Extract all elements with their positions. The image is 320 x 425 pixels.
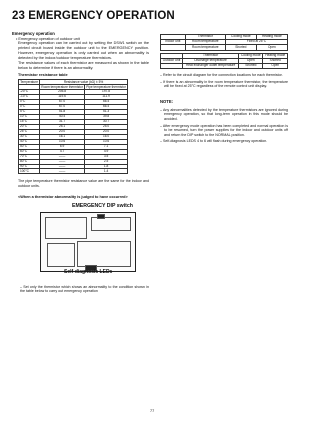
table-cell: 20.0 [85,129,128,134]
thermistor-resistance-table [18,79,128,174]
notes-list [160,108,288,144]
table-cell: Shorted [263,58,288,63]
emergency-dip-switch-label: EMERGENCY DIP switch [72,202,133,209]
table-cell: —— [40,154,85,159]
table-cell: 25.1 [40,124,85,129]
table-cell: 80°C [19,159,40,164]
table-cell: 39.8 [85,114,128,119]
table-cell: 60°C [19,149,40,154]
table-header-cell: Heating mode [263,53,288,58]
table-cell: 30°C [19,134,40,139]
table-cell: 2.5 [85,159,128,164]
table-cell: 0°C [19,104,40,109]
table-cell: 205.8 [40,89,85,94]
table-cell: Fixed at 25°C [225,40,287,45]
table-cell: Room temperature [185,45,225,50]
table-cell: Discharge temperature [183,58,239,63]
table-cell: 0°C [19,99,40,104]
table-cell: 70°C [19,154,40,159]
table-cell: 25.0 [85,124,128,129]
table-cell [161,45,186,50]
table-cell: 1.4 [85,169,128,174]
table-cell: 10.6 [85,139,128,144]
table-header-cell: Thermistor [183,53,239,58]
note-item: – Self-diagnosis LEDS 4 to 6 will flash during emergency operation. [160,139,268,144]
table-cell: 67.0 [40,104,85,109]
table-cell: Open [239,58,263,63]
table-cell: 40°C [19,139,40,144]
table-cell: 7.1 [85,144,128,149]
table-cell: —— [40,169,85,174]
table-header-cell: Thermistor [185,35,225,40]
table-heading: Thermistor resistance table [18,73,68,78]
table-cell: 10.6 [40,139,85,144]
table-cell: 4.9 [85,149,128,154]
table-cell: 100°C [19,169,40,174]
table-cell: 51.8 [40,109,85,114]
table-header-cell: Resistance value (kΩ) ± 5% [40,80,128,85]
page-title: 23 EMERGENCY OPERATION [12,10,175,22]
table-cell: 25°C [19,129,40,134]
table-cell: —— [40,159,85,164]
table-row [19,169,128,174]
table-cell: Outdoor unit [161,58,183,63]
table-cell: 119.6 [40,94,85,99]
note-item: – Any abnormalities detected by the temperature thermistors are ignored during emergency operation, so that long-term operation in this mode should be avoided. [160,107,288,121]
table-cell: 197.8 [85,89,128,94]
left-column [12,31,149,294]
table-cell: 10°C [19,114,40,119]
table-cell: 30.7 [85,119,128,124]
table-cell: 3.5 [85,154,128,159]
page-number: 77 [150,409,155,413]
indoor-mode-table [160,34,288,51]
table-cell: Heat exchanger outlet temperature [183,63,239,68]
paragraph-3: The pipe temperature thermistor resistance value are the same for the indoor and outdoor units. [18,179,149,189]
table-cell: 50°C [19,144,40,149]
table-cell: —— [40,164,85,169]
table-cell: Open [263,63,288,68]
sub-heading: <When a thermistor abnormality is judged to have occurred> [18,194,128,199]
table-cell: Open [256,45,287,50]
list-item: – Refer to the circuit diagram for the connection locations for each thermistor. [160,73,283,78]
paragraph-2: The resistance values of each thermistor are measured as shown in the table below to determine if there is an abnormality. [18,60,149,70]
pcb-diagram [18,203,148,281]
table-cell: 51.3 [85,109,128,114]
table-header-cell: Temperature [20,79,38,84]
table-cell: 5°C [19,109,40,114]
table-header-cell: Cooling mode [225,35,256,40]
list-item: – If there is an abnormality in the room temperature thermistor, the temperature will be fixed at 25°C regardless of the remote control unit display. [160,79,288,89]
bullet-line: • Emergency operation of outdoor unit [16,37,80,41]
table-cell: 90°C [19,164,40,169]
table-cell: 6.9 [40,144,85,149]
self-diagnosis-leds-label: Self-diagnosis LEDs [64,268,113,275]
table-cell: 4.7 [40,149,85,154]
paragraph-4: – Set only the thermistor which shows an abnormality to the condition shown in the table below to carry out emergency operation [20,284,149,294]
table-cell: Shorted [225,45,256,50]
note-item: – After emergency mode operation has been completed and normal operation is to be resumed, turn the power supplies for the indoor and outdoor units off and return the DIP switch to the NORMAL position. [160,123,288,137]
note-heading: NOTE: [160,98,174,104]
outdoor-mode-table [160,53,288,70]
table-cell: -10°C [19,94,40,99]
table-cell: 15°C [19,119,40,124]
table-cell: 1.8 [85,164,128,169]
table-cell: 16.1 [40,134,85,139]
table-cell: -20°C [19,89,40,94]
dip-switch-icon [97,214,105,219]
table-header-cell: Heating mode [256,35,287,40]
right-list [160,73,288,89]
table-cell: 66.4 [85,99,128,104]
table-cell: 67.0 [40,99,85,104]
table-cell: 111.9 [85,94,128,99]
table-cell: 31.7 [40,119,85,124]
table-header-cell: Cooling mode [239,53,263,58]
table-cell: 40.4 [40,114,85,119]
table-cell [161,63,183,68]
section-heading: Emergency operation [12,31,55,36]
table-cell: Room temperature [185,40,225,45]
right-column [160,34,288,146]
table-cell: 16.0 [85,134,128,139]
table-subheader-cell: Pipe temperature thermistor [86,84,126,89]
paragraph-1: Emergency operation can be carried out by setting the DSW1 switch on the printed circuit board inside the outdoor unit to the EMERGENCY position. However, emergency operation is only carried out when an abnormality is detected by the indoor/outdoor temperature thermistors. [18,41,149,60]
table-cell: 20°C [19,124,40,129]
table-cell: Indoor unit [161,40,186,45]
table-cell: Shorted [239,63,263,68]
table-cell: 66.4 [85,104,128,109]
table-cell: 20.0 [40,129,85,134]
circuit-board-image [40,212,136,272]
table-subheader-cell: Room temperature thermistor [41,84,83,89]
